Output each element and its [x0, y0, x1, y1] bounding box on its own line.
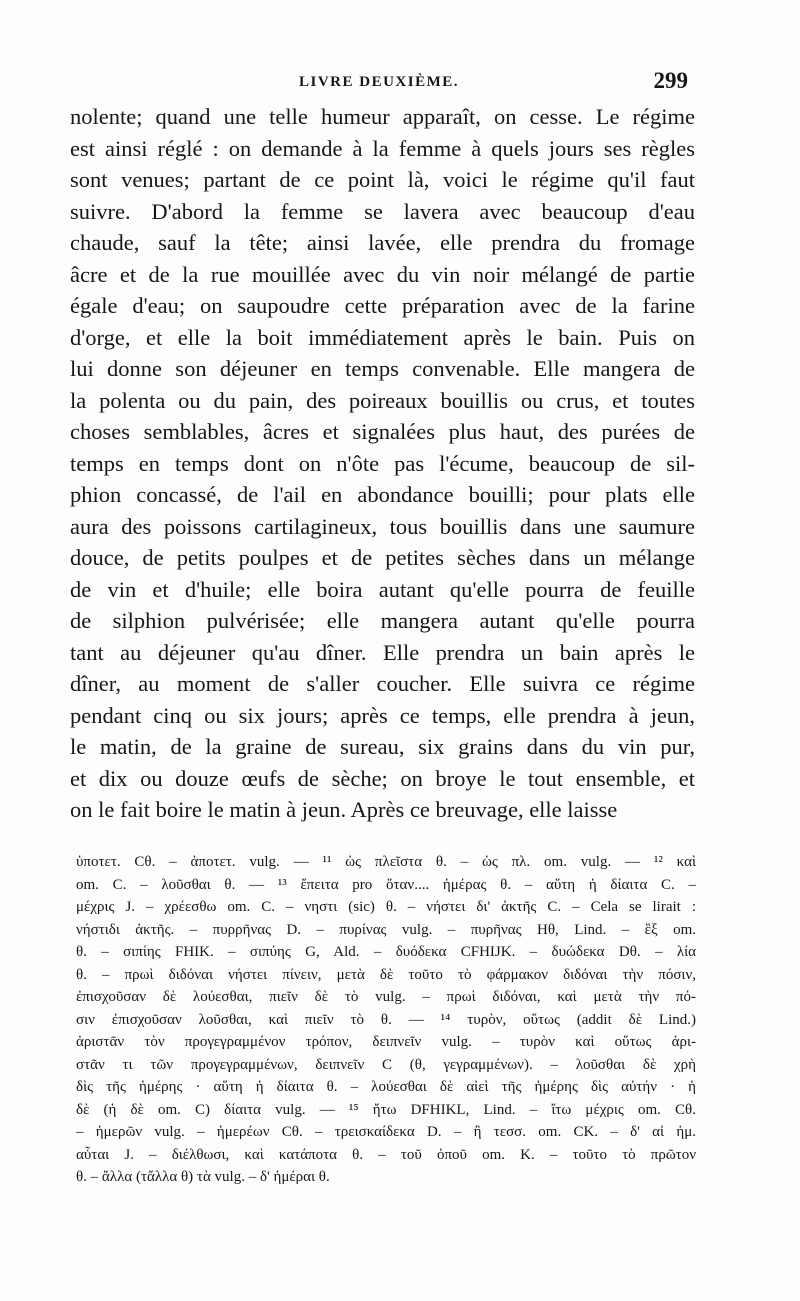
text-line: égale d'eau; on saupoudre cette préparation avec de la farine — [70, 293, 695, 318]
text-line: pendant cinq ou six jours; après ce temps, elle prendra à jeun, — [70, 702, 695, 728]
footnote-line: δὶς τῆς ἡμέρης · αὕτη ἡ δίαιτα θ. – λούεσθαι δὲ αἰεὶ τῆς ἡμέρης δὶς αὐτήν · ἡ — [76, 1079, 696, 1095]
text-line: de silphion pulvérisée; elle mangera autant qu'elle pourra — [70, 608, 695, 633]
footnote-line: νήστιδι ἀκτῆς. – πυρρῆνας D. – πυρίνας vulg. – πυρῆνας Hθ, Lind. – ἓξ om. — [76, 921, 696, 938]
text-line: dîner, au moment de s'aller coucher. Elle suivra ce régime — [70, 671, 695, 696]
footnote-line: μέχρις J. – χρέεσθω om. C. – νηστι (sic) θ. – νήστει δι' ἀκτῆς C. – Cela se lirait : — [76, 899, 696, 915]
footnote-line: θ. – σιπίης FHIK. – σιπύης G, Ald. – δυόδεκα CFHIJK. – δυώδεκα Dθ. – λία — [76, 944, 696, 960]
text-line: douce, de petits poulpes et de petites sèches dans un mélange — [70, 545, 695, 570]
main-text — [70, 101, 695, 826]
text-line: âcre et de la rue mouillée avec du vin noir mélangé de partie — [70, 261, 695, 287]
text-line: chaude, sauf la tête; ainsi lavée, elle prendra du fromage — [70, 230, 695, 255]
text-line: tant au déjeuner qu'au dîner. Elle prendra un bain après le — [70, 639, 695, 665]
text-line: choses semblables, âcres et signalées plus haut, des purées de — [70, 419, 695, 444]
footnote-line: ἐπισχοῦσαν δὲ λούεσθαι, πιεῖν δὲ τὸ vulg. – πρωὶ διδόναι, καὶ μετὰ τὴν πό- — [76, 989, 696, 1005]
text-line: de vin et d'huile; elle boira autant qu'elle pourra de feuille — [70, 576, 695, 602]
footnote-line: om. C. – λοῦσθαι θ. — ¹³ ἔπειτα pro ὅταν.... ἡμέρας θ. – αὕτη ἡ δίαιτα C. – — [76, 876, 696, 893]
footnote-line: ἀριστᾶν τὸν προγεγραμμένον τρόπον, δειπνεῖν vulg. – τυρὸν καὶ οὕτως ἀρι- — [76, 1034, 696, 1050]
text-line: temps en temps dont on n'ôte pas l'écume, beaucoup de sil- — [70, 450, 695, 476]
footnote-line: στᾶν τι τῶν προγεγραμμένων, δειπνεῖν C (θ, γεγραμμένων). – λοῦσθαι δὲ χρὴ — [76, 1056, 696, 1073]
footnote-line: ὑποτετ. Cθ. – ἀποτετ. vulg. — ¹¹ ὡς πλεῖστα θ. – ὡς πλ. om. vulg. — ¹² καὶ — [76, 854, 696, 870]
text-line: phion concassé, de l'ail en abondance bouilli; pour plats elle — [70, 482, 695, 507]
footnote-line: δὲ (ἡ δὲ om. C) δίαιτα vulg. — ¹⁵ ἤτω DFHIKL, Lind. – ἴτω μέχρις om. Cθ. — [76, 1101, 696, 1118]
text-line: aura des poissons cartilagineux, tous bouillis dans une saumure — [70, 513, 695, 539]
text-line: nolente; quand une telle humeur apparaît, on cesse. Le régime — [70, 104, 695, 129]
page-number: 299 — [653, 68, 688, 93]
footnote-line: θ. – πρωὶ διδόναι νήστει πίνειν, μετὰ δὲ τοῦτο τὸ φάρμακον διδόναι τὴν πόσιν, — [76, 966, 696, 983]
running-head: LIVRE DEUXIÈME. — [299, 74, 460, 90]
footnotes — [76, 851, 696, 1189]
text-line: d'orge, et elle la boit immédiatement après le bain. Puis on — [70, 324, 695, 350]
footnote-line: θ. – ἄλλα (τἄλλα θ) τὰ vulg. – δ' ἡμέραι θ. — [76, 1169, 330, 1185]
footnote-line: σιν ἐπισχοῦσαν λοῦσθαι, καὶ πιεῖν τὸ θ. — ¹⁴ τυρὸν, οὕτως (addit δὲ Lind.) — [76, 1011, 696, 1028]
text-line: lui donne son déjeuner en temps convenable. Elle mangera de — [70, 356, 695, 381]
text-line: la polenta ou du pain, des poireaux bouillis ou crus, et toutes — [70, 387, 695, 413]
text-line: le matin, de la graine de sureau, six grains dans du vin pur, — [70, 734, 695, 759]
footnote-line: – ἡμερῶν vulg. – ἡμερέων Cθ. – τρεισκαίδεκα D. – ἢ τεσσ. om. CK. – δ' αἱ ἡμ. — [76, 1124, 696, 1140]
text-line: et dix ou douze œufs de sèche; on broye le tout ensemble, et — [70, 765, 695, 791]
text-line: est ainsi réglé : on demande à la femme à quels jours ses règles — [70, 135, 695, 161]
text-line: suivre. D'abord la femme se lavera avec beaucoup d'eau — [70, 198, 695, 224]
footnote-line: αὗται J. – διέλθωσι, καὶ κατάποτα θ. – τοῦ ὀποῦ om. K. – τοῦτο τὸ πρῶτον — [76, 1146, 696, 1163]
text-line: sont venues; partant de ce point là, voici le régime qu'il faut — [70, 167, 695, 192]
text-line: on le fait boire le matin à jeun. Après ce breuvage, elle laisse — [70, 797, 618, 822]
